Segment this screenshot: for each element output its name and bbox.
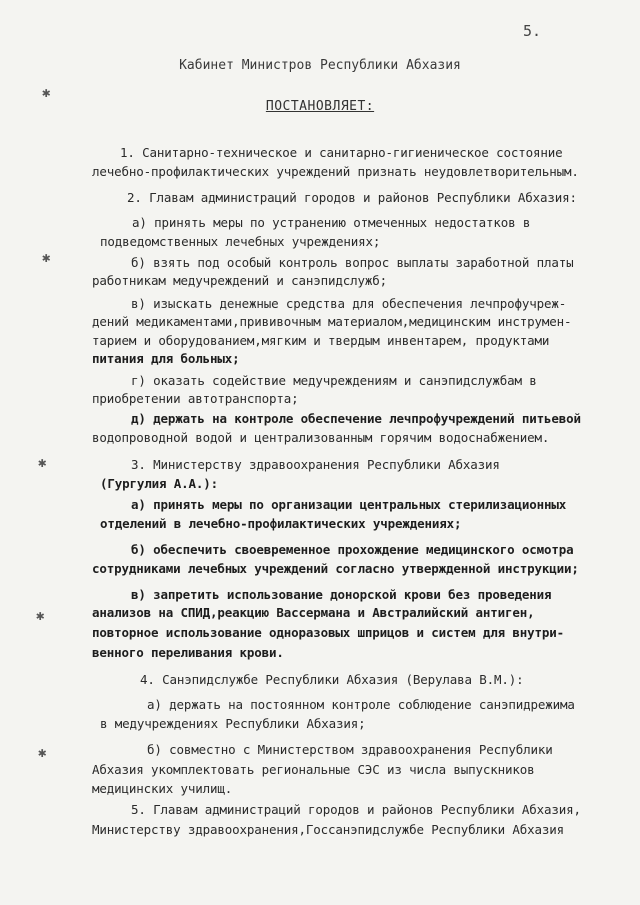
text-line: а) принять меры по устранению отмеченных недостатков в	[132, 215, 531, 230]
decree-heading: ПОСТАНОВЛЯЕТ:	[265, 99, 375, 114]
text-line: 3. Министерству здравоохранения Республики Абхазия	[131, 457, 500, 472]
punch-hole-mark: ✱	[38, 455, 47, 471]
text-line: б) обеспечить своевременное прохождение медицинского осмотра	[131, 542, 574, 557]
text-line: лечебно-профилактических учреждений признать неудовлетворительным.	[92, 164, 579, 179]
text-line: отделений в лечебно-профилактических учреждениях;	[100, 516, 462, 531]
text-line: приобретении автотранспорта;	[92, 391, 299, 406]
text-line: г) оказать содействие медучреждениям и санэпидслужбам в	[131, 373, 537, 388]
text-line: а) держать на постоянном контроле соблюдение санэпидрежима	[147, 697, 575, 712]
text-line: венного переливания крови.	[92, 645, 284, 660]
text-line: дений медикаментами,прививочным материалом,медицинским инструмен-	[92, 314, 572, 329]
text-line: работникам медучреждений и санэпидслужб;	[92, 273, 388, 288]
text-line: подведомственных лечебных учреждениях;	[100, 234, 381, 249]
text-line: водопроводной водой и централизованным горячим водоснабжением.	[92, 430, 550, 445]
text-line: повторное использование одноразовых шприцов и систем для внутри-	[92, 625, 565, 640]
text-line: б) совместно с Министерством здравоохранения Республики	[147, 742, 553, 757]
text-line: д) держать на контроле обеспечение лечпрофучреждений питьевой	[131, 411, 581, 426]
document-header: Кабинет Министров Республики Абхазия	[179, 58, 461, 73]
text-line: тарием и оборудованием,мягким и твердым инвентарем, продуктами	[92, 333, 550, 348]
punch-hole-mark: ✱	[36, 608, 45, 624]
text-line: сотрудниками лечебных учреждений согласно утвержденной инструкции;	[92, 561, 579, 576]
text-line: (Гургулия А.А.):	[100, 476, 219, 491]
text-line: в) изыскать денежные средства для обеспечения лечпрофучреж-	[131, 296, 567, 311]
text-line: анализов на СПИД,реакцию Вассермана и Австралийский антиген,	[92, 605, 535, 620]
text-line: 5. Главам администраций городов и районов Республики Абхазия,	[131, 802, 581, 817]
text-line: 1. Санитарно-техническое и санитарно-гигиеническое состояние	[120, 145, 563, 160]
punch-hole-mark: ✱	[42, 85, 51, 101]
punch-hole-mark: ✱	[38, 745, 47, 761]
text-line: а) принять меры по организации центральных стерилизационных	[131, 497, 567, 512]
text-line: 4. Санэпидслужбе Республики Абхазия (Верулава В.М.):	[140, 672, 524, 687]
punch-hole-mark: ✱	[42, 250, 51, 266]
text-line: в медучреждениях Республики Абхазия;	[100, 716, 366, 731]
text-line: питания для больных;	[92, 351, 240, 366]
text-line: б) взять под особый контроль вопрос выплаты заработной платы	[131, 255, 574, 270]
page-number: 5.	[523, 22, 542, 40]
text-line: Министерству здравоохранения,Госсанэпидслужбе Республики Абхазия	[92, 822, 565, 837]
text-line: в) запретить использование донорской крови без проведения	[131, 587, 552, 602]
text-line: Абхазия укомплектовать региональные СЭС из числа выпускников	[92, 762, 535, 777]
text-line: 2. Главам администраций городов и районов Республики Абхазия:	[127, 190, 577, 205]
text-line: медицинских училищ.	[92, 781, 233, 796]
